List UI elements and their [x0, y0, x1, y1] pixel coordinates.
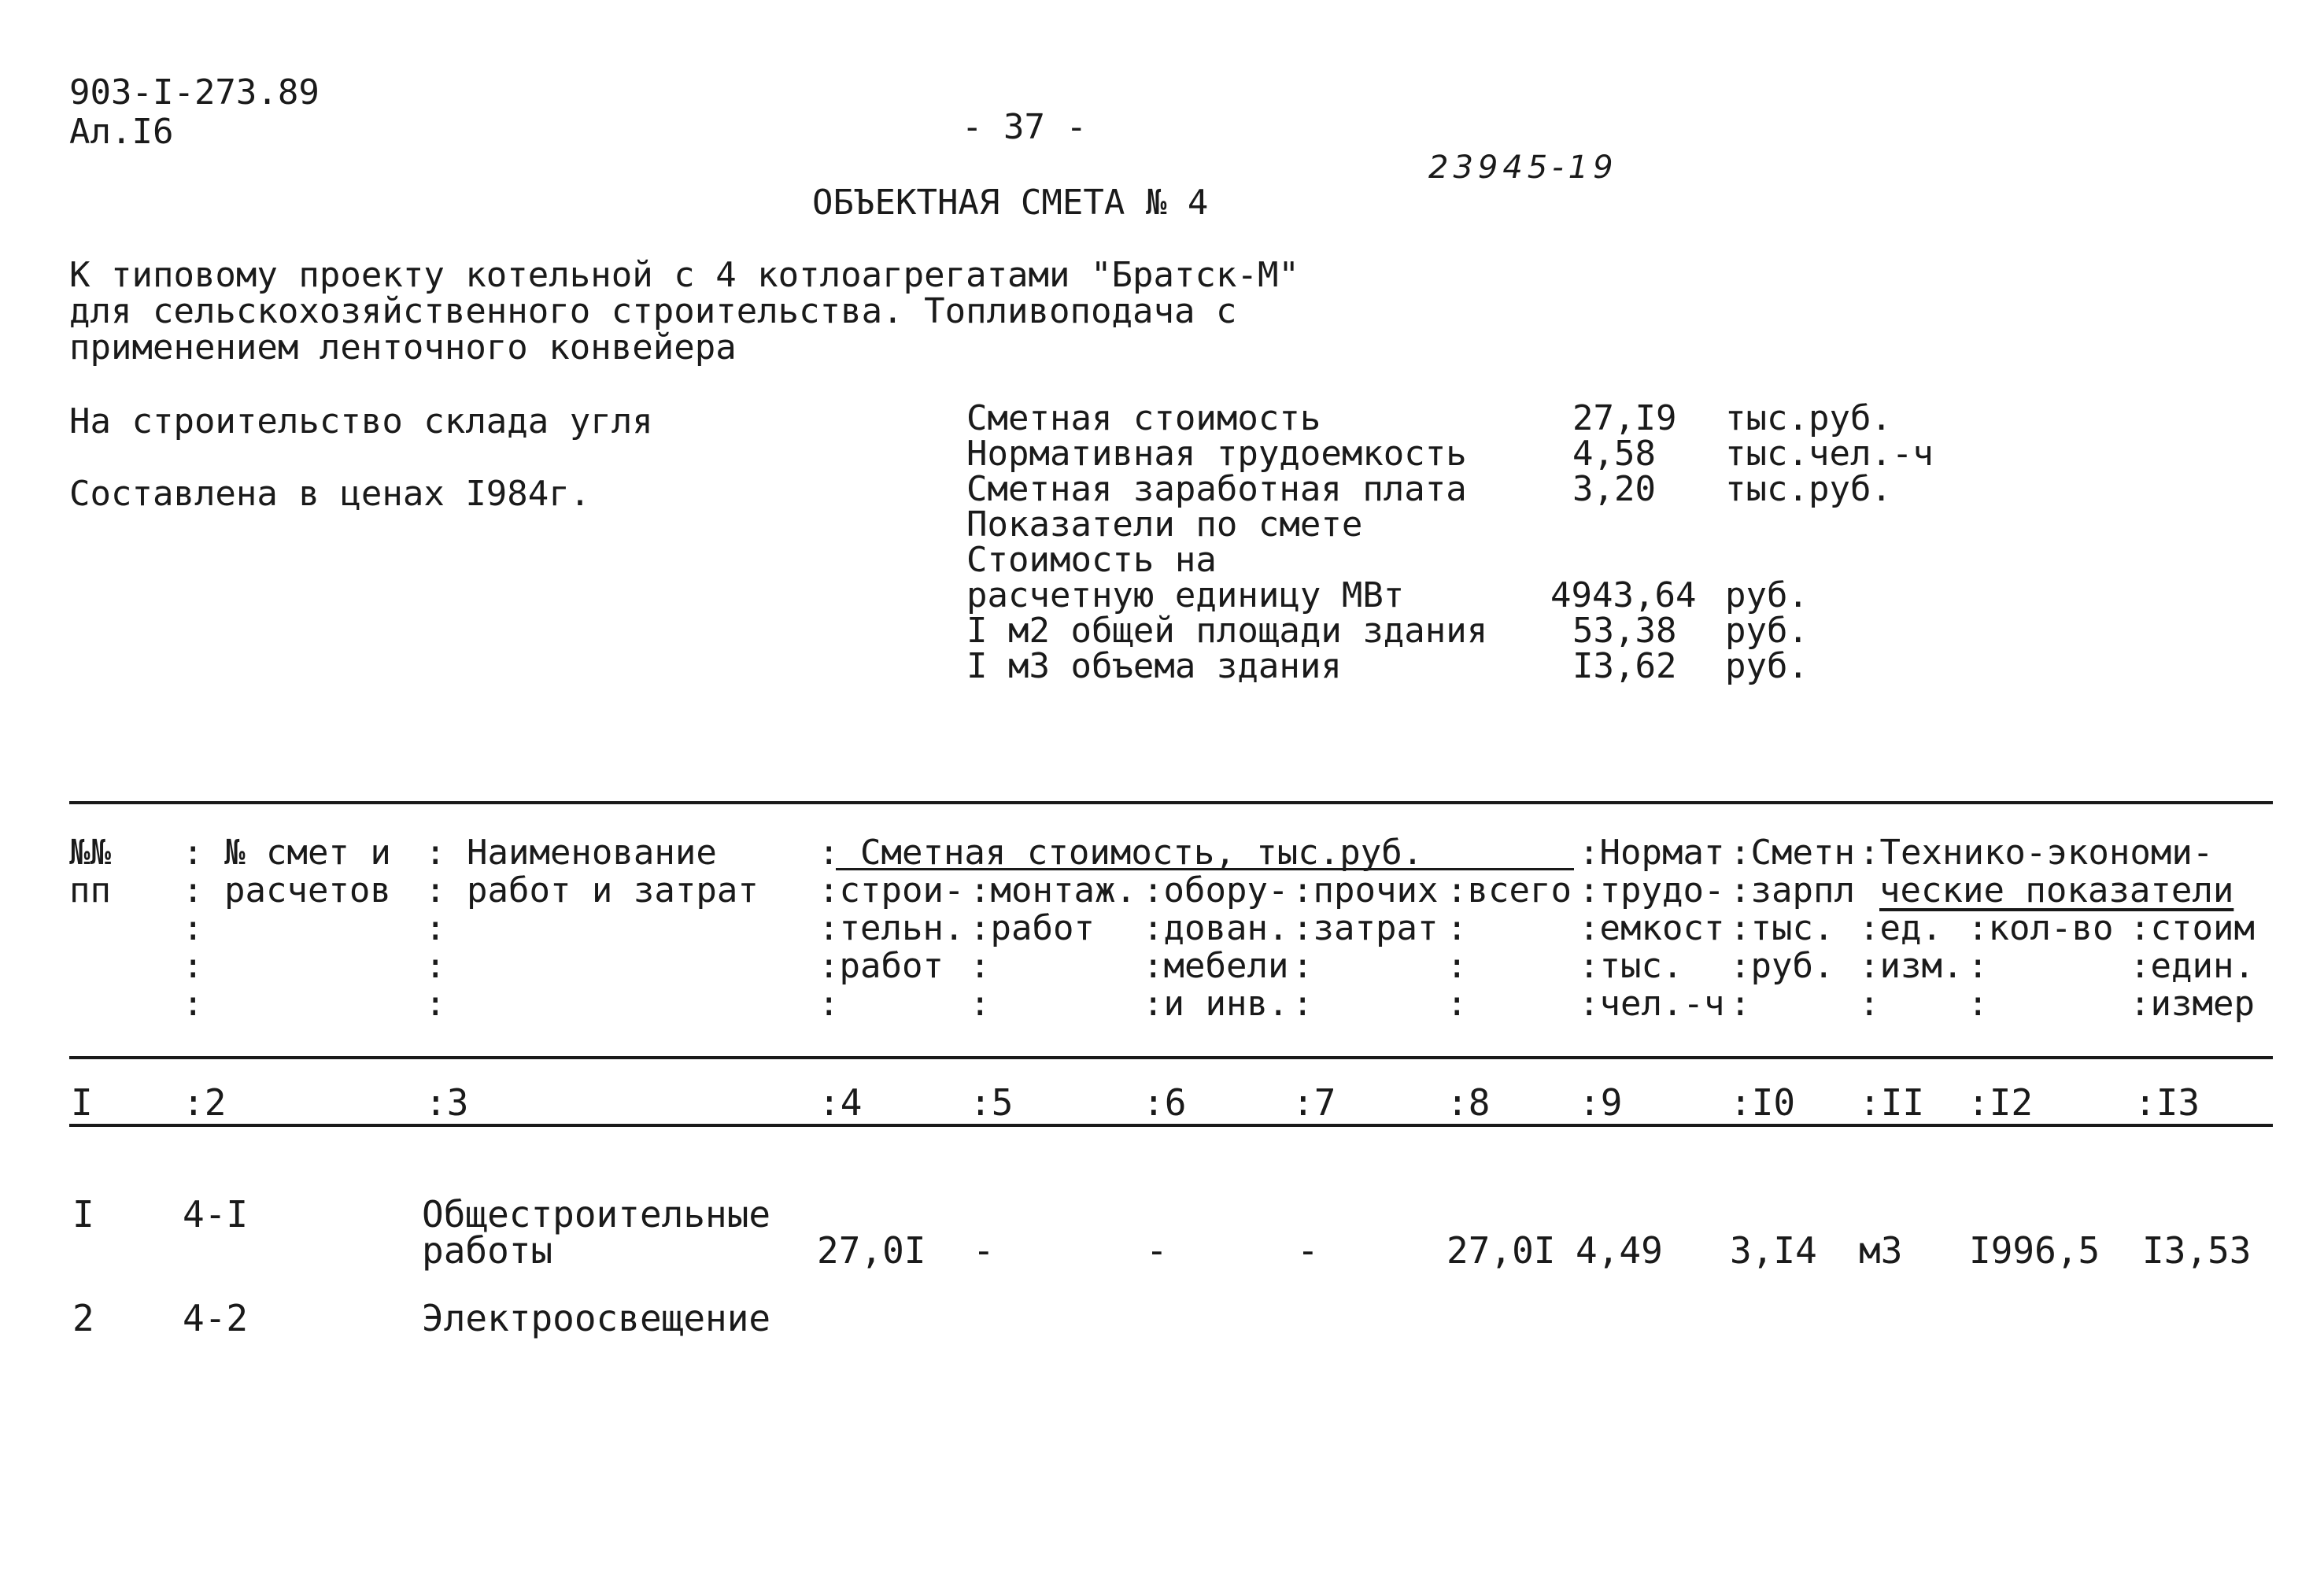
column-number: :3: [425, 1081, 469, 1124]
indicator-value: I3,62: [1572, 646, 1677, 686]
header-c6-line: :мебели: [1143, 946, 1289, 986]
header-c12-line: :кол-во: [1967, 908, 2114, 948]
indicators-subtitle: Стоимость на: [966, 540, 1217, 580]
summary-value: 4,58: [1572, 434, 1656, 474]
sheet-number: Ал.I6: [69, 112, 174, 152]
header-c10-line: :руб.: [1730, 946, 1834, 986]
header-c1-line: №№: [69, 833, 111, 873]
header-c3-line: : работ и затрат: [425, 870, 759, 911]
column-number: :2: [183, 1081, 227, 1124]
header-c4-line: :: [818, 984, 840, 1024]
header-bottom-rule: [69, 1056, 2273, 1059]
wages: 3,I4: [1730, 1229, 1817, 1272]
header-c12-line: :: [1967, 946, 1989, 986]
header-c7-line: :: [1292, 984, 1313, 1024]
header-c7-line: :: [1292, 946, 1313, 986]
installation-cost: -: [973, 1229, 995, 1272]
header-c7-line: :прочих: [1292, 870, 1439, 911]
header-c10-line: :зарпл: [1730, 870, 1855, 911]
construction-cost: 27,0I: [817, 1229, 926, 1272]
indicator-value: 53,38: [1572, 611, 1677, 651]
intro-line-3: применением ленточного конвейера: [69, 327, 737, 368]
header-c8-line: :: [1446, 984, 1468, 1024]
summary-value: 27,I9: [1572, 398, 1677, 438]
header-cost-group: : Сметная стоимость, тыс.руб.: [818, 833, 1424, 873]
header-c2-line: : № смет и: [183, 833, 391, 873]
indicator-label: расчетную единицу МВт: [966, 575, 1405, 615]
header-c6-line: :и инв.: [1143, 984, 1289, 1024]
unit: м3: [1859, 1229, 1903, 1272]
header-c11-line: :ед.: [1859, 908, 1942, 948]
summary-label: Сметная заработная плата: [966, 469, 1467, 509]
header-c6-line: :обору-: [1143, 870, 1289, 911]
header-c10-line: :тыс.: [1730, 908, 1834, 948]
unit-cost: I3,53: [2142, 1229, 2252, 1272]
header-c7-line: :затрат: [1292, 908, 1439, 948]
estimate-ref: 4-I: [183, 1193, 249, 1236]
summary-label: Сметная стоимость: [966, 398, 1321, 438]
header-c3-line: :: [425, 946, 446, 986]
header-c5-line: :работ: [970, 908, 1095, 948]
column-number: :6: [1143, 1081, 1187, 1124]
header-c4-line: :работ: [818, 946, 944, 986]
total-cost: 27,0I: [1446, 1229, 1556, 1272]
indicator-unit: руб.: [1725, 575, 1809, 615]
header-c8-line: :всего: [1446, 870, 1572, 911]
summary-label: Нормативная трудоемкость: [966, 434, 1467, 474]
column-number: :9: [1579, 1081, 1623, 1124]
header-c11-line: :изм.: [1859, 946, 1964, 986]
page-number: - 37 -: [962, 107, 1087, 147]
estimate-ref: 4-2: [183, 1297, 249, 1339]
header-c9-line: :чел.-ч: [1579, 984, 1725, 1024]
row-number: 2: [72, 1297, 94, 1339]
header-c9-line: :тыс.: [1579, 946, 1683, 986]
equipment-cost: -: [1146, 1229, 1168, 1272]
header-c9-line: :Нормат: [1579, 833, 1725, 873]
row-number: I: [72, 1193, 94, 1236]
column-number: :4: [818, 1081, 863, 1124]
header-c9-line: :трудо-: [1579, 870, 1725, 911]
column-number: :7: [1292, 1081, 1336, 1124]
header-c2-line: :: [183, 984, 204, 1024]
document-code: 903-I-273.89: [69, 72, 320, 113]
header-c4-line: :строи-: [818, 870, 965, 911]
summary-unit: тыс.чел.-ч: [1725, 434, 1934, 474]
header-c11-line: :: [1859, 984, 1880, 1024]
intro-line-1: К типовому проекту котельной с 4 котлоагрегатами "Братск-М": [69, 255, 1299, 295]
other-cost: -: [1297, 1229, 1319, 1272]
header-c12-line: :: [1967, 984, 1989, 1024]
header-c13-line: :един.: [2130, 946, 2255, 986]
handwritten-number: 23945-19: [1428, 150, 1618, 186]
header-c5-line: :монтаж.: [970, 870, 1136, 911]
indicator-label: I м2 общей площади здания: [966, 611, 1488, 651]
header-c2-line: :: [183, 946, 204, 986]
column-number: :II: [1859, 1081, 1925, 1124]
column-number: :I0: [1730, 1081, 1796, 1124]
header-c2-line: :: [183, 908, 204, 948]
header-c13-line: :стоим: [2130, 908, 2255, 948]
indicator-label: I м3 объема здания: [966, 646, 1342, 686]
header-c10-line: :: [1730, 984, 1751, 1024]
indicator-unit: руб.: [1725, 611, 1809, 651]
header-c8-line: :: [1446, 946, 1468, 986]
header-tech-group-2: ческие показатели: [1879, 870, 2234, 911]
document-title: ОБЪЕКТНАЯ СМЕТА № 4: [812, 183, 1209, 223]
header-c3-line: :: [425, 984, 446, 1024]
summary-unit: тыс.руб.: [1725, 398, 1892, 438]
construction-object: На строительство склада угля: [69, 401, 653, 441]
header-c2-line: : расчетов: [183, 870, 391, 911]
indicator-unit: руб.: [1725, 646, 1809, 686]
column-number: :I3: [2134, 1081, 2200, 1124]
indicator-value: 4943,64: [1550, 575, 1697, 615]
work-name: Электроосвещение: [422, 1297, 771, 1339]
header-c3-line: :: [425, 908, 446, 948]
header-c6-line: :дован.: [1143, 908, 1289, 948]
header-c8-line: :: [1446, 908, 1468, 948]
price-basis: Составлена в ценах I984г.: [69, 474, 591, 514]
column-number: :8: [1446, 1081, 1491, 1124]
summary-unit: тыс.руб.: [1725, 469, 1892, 509]
column-number: :I2: [1967, 1081, 2034, 1124]
indicators-title: Показатели по смете: [966, 504, 1363, 545]
header-c9-line: :емкост: [1579, 908, 1725, 948]
header-c1-line: пп: [69, 870, 111, 911]
header-c4-line: :тельн.: [818, 908, 965, 948]
labor-intensity: 4,49: [1576, 1229, 1663, 1272]
intro-line-2: для сельскохозяйственного строительства. Топливоподача с: [69, 291, 1237, 331]
column-number: I: [71, 1081, 93, 1124]
header-c5-line: :: [970, 984, 991, 1024]
summary-value: 3,20: [1572, 469, 1656, 509]
column-numbers-rule: [69, 1124, 2273, 1127]
column-number: :5: [970, 1081, 1014, 1124]
header-c13-line: :измер: [2130, 984, 2255, 1024]
header-c3-line: : Наименование: [425, 833, 717, 873]
quantity: I996,5: [1969, 1229, 2100, 1272]
header-tech-group: :Технико-экономи-: [1859, 833, 2214, 873]
table-top-rule: [69, 801, 2273, 804]
header-c10-line: :Сметн: [1730, 833, 1855, 873]
header-c5-line: :: [970, 946, 991, 986]
work-name: Общестроительные: [422, 1193, 771, 1236]
work-name-cont: работы: [422, 1229, 553, 1272]
